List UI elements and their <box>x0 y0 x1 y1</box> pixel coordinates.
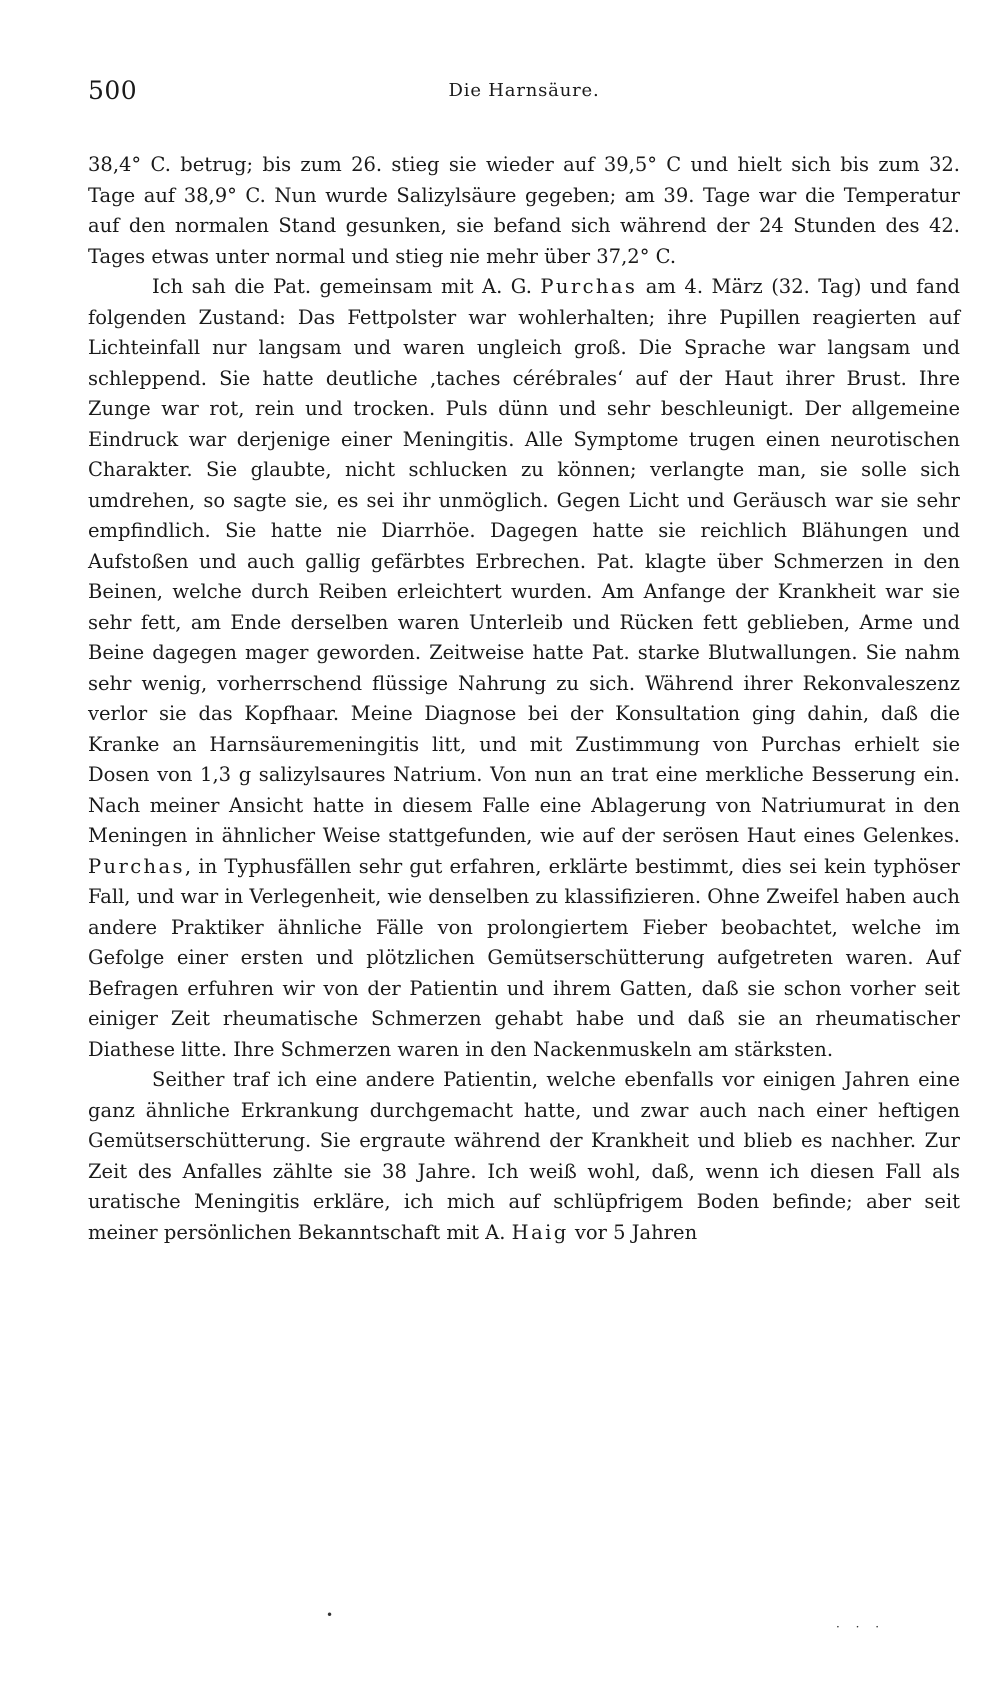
paragraph-case-description <box>88 272 960 1065</box>
paragraph-second-patient <box>88 1065 960 1248</box>
running-head <box>88 70 960 110</box>
paragraph-continuation <box>88 150 960 272</box>
print-speck: · · · <box>836 1620 886 1634</box>
spaced-name-purchas: Purchas <box>540 275 638 298</box>
page-number: 500 <box>88 76 138 105</box>
running-title: Die Harnsäure. <box>448 80 600 101</box>
spaced-name-purchas: Purchas <box>88 854 185 878</box>
text-segment: , in Typhusfällen sehr gut erfahren, erklärte bestimmt, dies sei kein typhöser Fall, und war in Verlegenheit, wie denselben zu klassifizieren. Ohne Zweifel haben auch andere Praktiker ähnliche Fälle von prolongiertem Fieber beobachtet, welche im Gefolge einer ersten und plötzlichen Gemütserschütterung aufgetreten waren. Auf Befragen erfuhren wir von der Patientin und ihrem Gatten, daß sie schon vorher seit einiger Zeit rheumatische Schmerzen gehabt habe und daß sie an rheumatischer Diathese litte. Ihre Schmerzen waren in den Nackenmuskeln am stärksten. <box>88 854 960 1061</box>
book-page <box>88 70 960 1248</box>
spaced-name-haig: Haig <box>511 1220 569 1244</box>
print-speck: • <box>326 1608 334 1622</box>
text-segment: vor 5 Jahren <box>568 1220 698 1244</box>
text-segment: 38,4° C. betrug; bis zum 26. stieg sie wieder auf 39,5° C und hielt sich bis zum 32. Tage auf 38,9° C. Nun wurde Salizylsäure gegeben; am 39. Tage war die Temperatur auf den normalen Stand gesunken, sie befand sich während der 24 Stunden des 42. Tages etwas unter normal und stieg nie mehr über 37,2° C. <box>88 153 960 268</box>
text-segment: Ich sah die Pat. gemeinsam mit A. G. <box>152 275 541 298</box>
body-text <box>88 150 960 1248</box>
text-segment: Seither traf ich eine andere Patientin, welche ebenfalls vor einigen Jahren eine ganz ähnliche Erkrankung durchgemacht hatte, und zwar auch nach einer heftigen Gemütserschütterung. Sie ergraute während der Krankheit und blieb es nachher. Zur Zeit des Anfalles zählte sie 38 Jahre. Ich weiß wohl, daß, wenn ich diesen Fall als uratische Meningitis erkläre, ich mich auf schlüpfrigem Boden befinde; aber seit meiner persönlichen Bekanntschaft mit A. <box>88 1068 960 1244</box>
text-segment: am 4. März (32. Tag) und fand folgenden Zustand: Das Fettpolster war wohlerhalten; ihre Pupillen reagierten auf Lichteinfall nur langsam und waren ungleich groß. Die Sprache war langsam und schleppend. Sie hatte deutliche ‚taches cérébrales‘ auf der Haut ihrer Brust. Ihre Zunge war rot, rein und trocken. Puls dünn und sehr beschleunigt. Der allgemeine Eindruck war derjenige einer Meningitis. Alle Symptome trugen einen neurotischen Charakter. Sie glaubte, nicht schlucken zu können; verlangte man, sie solle sich umdrehen, so sagte sie, es sei ihr unmöglich. Gegen Licht und Geräusch war sie sehr empfindlich. Sie hatte nie Diarrhöe. Dagegen hatte sie reichlich Blähungen und Aufstoßen und auch gallig gefärbtes Erbrechen. Pat. klagte über Schmerzen in den Beinen, welche durch Reiben erleichtert wurden. Am Anfange der Krankheit war sie sehr fett, am Ende derselben waren Unterleib und Rücken fett geblieben, Arme und Beine dagegen mager geworden. Zeitweise hatte Pat. starke Blutwallungen. Sie nahm sehr wenig, vorherrschend flüssige Nahrung zu sich. Während ihrer Rekonvaleszenz verlor sie das Kopfhaar. Meine Diagnose bei der Konsultation ging dahin, daß die Kranke an Harnsäuremeningitis litt, und mit Zustimmung von Purchas erhielt sie Dosen von 1,3 g salizylsaures Natrium. Von nun an trat eine merkliche Besserung ein. Nach meiner Ansicht hatte in diesem Falle eine Ablagerung von Natriumurat in den Meningen in ähnlicher Weise stattgefunden, wie auf der serösen Haut eines Gelenkes. <box>88 275 960 847</box>
